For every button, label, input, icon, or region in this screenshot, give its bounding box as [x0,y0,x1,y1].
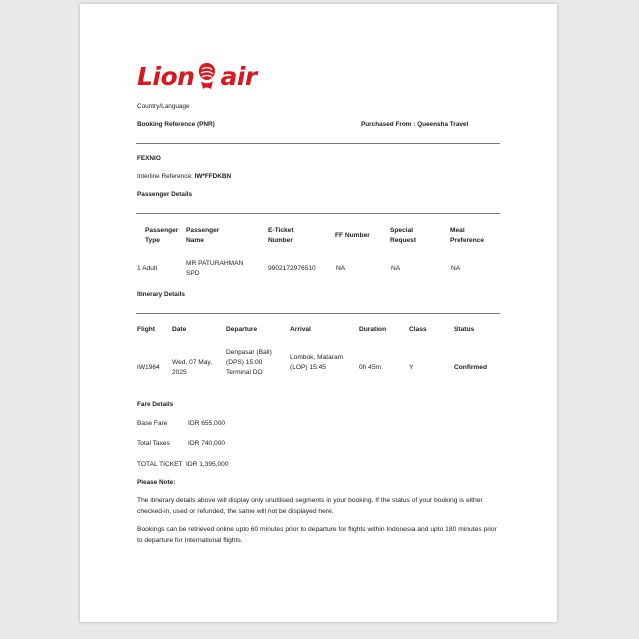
interline-label: Interline Reference: [137,173,193,180]
special-request: NA [391,265,401,272]
note-heading: Please Note: [137,479,176,486]
logo-text-lion: Lion [137,61,195,91]
col-class: Class [409,326,427,333]
flight-duration: 0h 45m [359,364,381,371]
itinerary-details-heading: Itinerary Details [137,291,185,298]
arrival-info: Lombok, Mataram (LOP) 15:45 [290,354,344,371]
col-departure: Departure [226,326,258,333]
pnr-code: FEXNIO [137,155,161,162]
travel-class: Y [409,364,414,371]
col-ff-number: FF Number [335,232,370,239]
country-language-label: Country/Language [137,103,190,110]
divider [136,213,500,214]
col-meal-preference: Meal Preference [450,227,485,244]
fare-details-heading: Fare Details [137,401,174,408]
col-flight: Flight [137,326,155,333]
interline-value: IW*FFDKBN [194,173,232,180]
lion-air-logo [137,58,257,94]
divider [136,313,500,314]
logo-text-air: air [220,61,257,91]
flight-date: Wed, 07 May, 2025 [172,359,213,376]
eticket-number: 9902172976510 [268,265,316,272]
divider [136,143,500,144]
interline-reference [137,173,231,180]
col-eticket-number: E-Ticket Number [268,227,294,244]
passenger-details-heading: Passenger Details [137,191,193,198]
passenger-type: 1 Adult [137,265,158,272]
col-date: Date [172,326,187,333]
note-paragraph-1: The itinerary details above will display only unutilised segments in your booking. If the status of your booking is either checked-in, used or refunded, the same will not be displayed here. [137,497,483,515]
booking-reference-label: Booking Reference (PNR) [137,121,215,128]
col-special-request: Special Request [390,227,417,244]
base-fare-label: Base Fare [137,420,168,427]
status-badge: Confirmed [454,364,487,371]
col-passenger-name: Passenger Name [186,227,220,244]
col-passenger-type: Passenger Type [145,227,179,244]
note-paragraph-2: Bookings can be retrieved online upto 60 minutes prior to departure for flights within Indonesia and upto 180 minutes prior to departure for International flights. [137,526,497,544]
base-fare-value: IDR 655,000 [188,420,226,427]
flight-number: IW1964 [137,364,160,371]
meal-preference: NA [451,265,461,272]
ff-number: NA [336,265,346,272]
departure-info: Denpasar (Bali) (DPS) 15:00 Terminal DO [226,349,272,376]
col-arrival: Arrival [290,326,311,333]
purchased-from: Purchased From : Queensha Travel [361,121,469,128]
total-taxes-value: IDR 740,000 [188,440,226,447]
total-ticket-value: IDR 1,395,000 [186,461,229,468]
col-duration: Duration [359,326,387,333]
lion-emblem-icon [195,61,219,91]
total-ticket-label: TOTAL TICKET [137,461,183,468]
total-taxes-label: Total Taxes [137,440,170,447]
col-status: Status [454,326,475,333]
passenger-name: MR PATURAHMAN SPD [186,260,244,277]
itinerary-document [80,4,557,622]
